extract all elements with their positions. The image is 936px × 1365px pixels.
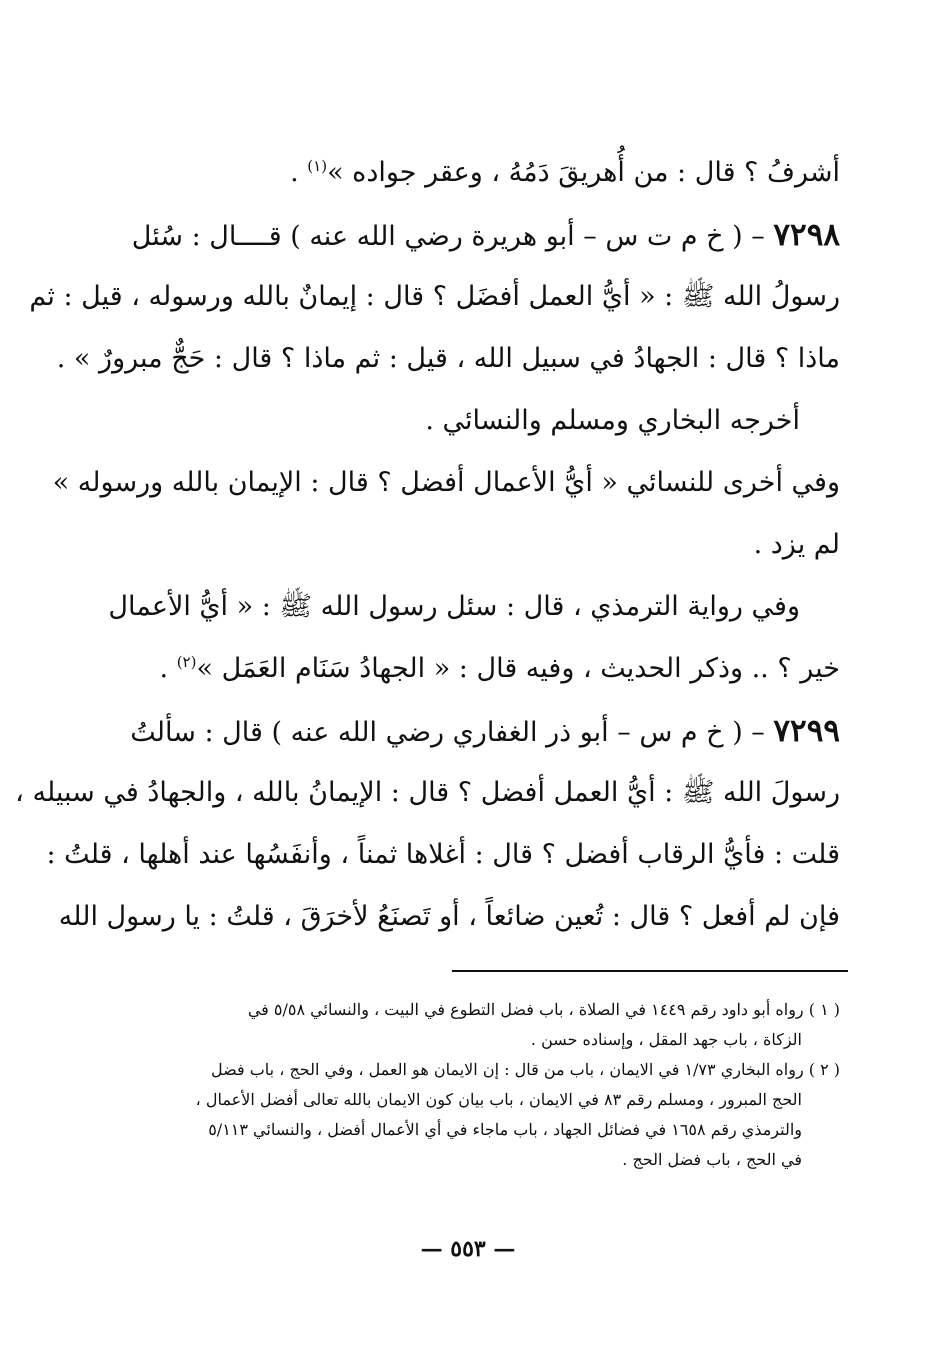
line-text: رسولُ الله ﷺ : « أيُّ العمل أفضَل ؟ قال : إيمانٌ بالله ورسوله ، قيل : ثم — [29, 281, 840, 312]
text-line — [105, 142, 840, 204]
line-tail: . — [159, 653, 177, 684]
line-text: خير ؟ .. وذكر الحديث ، وفيه قال : « الجهادُ سَنَام العَمَل » — [196, 653, 840, 684]
line-text: – ( خ م ت س – أبو هريرة رضي الله عنه ) قــــال : سُئل — [131, 221, 774, 252]
footnote-line: الزكاة ، باب جهد المقل ، وإسناده حسن . — [530, 1030, 802, 1049]
line-text: فإن لم أفعل ؟ قال : تُعين ضائعاً ، أو تَصنَعُ لأخرَقَ ، قلتُ : يا رسول الله — [58, 901, 840, 932]
text-line — [105, 638, 840, 700]
hadith-number: ٧٢٩٨ — [773, 217, 840, 253]
text-line — [52, 452, 840, 514]
footnote-ref: (١) — [307, 157, 328, 175]
text-line — [15, 762, 840, 824]
footnote-line: ( ٢ ) رواه البخاري ١/٧٣ في الايمان ، باب من قال : إن الايمان هو العمل ، وفي الحج ، باب فضل — [211, 1060, 840, 1079]
footnote-line: في الحج ، باب فضل الحج . — [622, 1150, 802, 1169]
footnote-line: الحج المبرور ، ومسلم رقم ٨٣ في الايمان ، باب بيان كون الايمان بالله تعالى أفضل الأعمال ، — [195, 1090, 802, 1109]
footnote-ref: (٢) — [176, 653, 197, 671]
hadith-number: ٧٢٩٩ — [773, 713, 840, 749]
text-line — [105, 576, 840, 638]
page-number: — ٥٥٣ — — [420, 1236, 516, 1262]
text-line — [46, 824, 840, 886]
line-text: ماذا ؟ قال : الجهادُ في سبيل الله ، قيل : ثم ماذا ؟ قال : حَجٌّ مبرورٌ » . — [56, 343, 840, 374]
line-text: قلت : فأيُّ الرقاب أفضل ؟ قال : أغلاها ثمناً ، وأنفَسُها عند أهلها ، قلتُ : — [46, 839, 840, 870]
line-text: رسولَ الله ﷺ : أيُّ العمل أفضل ؟ قال : الإيمانُ بالله ، والجهادُ في سبيله ، — [15, 777, 840, 808]
text-line — [56, 328, 840, 390]
footnote-separator — [452, 970, 848, 972]
line-tail: . — [290, 157, 308, 188]
line-text: وفي أخرى للنسائي « أيُّ الأعمال أفضل ؟ قال : الإيمان بالله ورسوله » — [52, 467, 840, 498]
text-line — [29, 266, 840, 328]
line-text: أشرفُ ؟ قال : من أُهريقَ دَمُهُ ، وعقر جواده » — [327, 157, 840, 188]
footnote-line: والترمذي رقم ١٦٥٨ في فضائل الجهاد ، باب ماجاء في أي الأعمال أفضل ، والنسائي ٥/١١٣ — [208, 1120, 802, 1139]
footnotes — [105, 995, 840, 1175]
hadith-heading — [105, 700, 840, 762]
line-text: أخرجه البخاري ومسلم والنسائي . — [425, 405, 800, 436]
main-text — [15, 142, 840, 948]
line-text: لم يزد . — [753, 529, 840, 560]
footnote-line: ( ١ ) رواه أبو داود رقم ١٤٤٩ في الصلاة ، باب فضل التطوع في البيت ، والنسائي ٥/٥٨ في — [247, 1000, 840, 1019]
text-line — [105, 390, 840, 452]
line-text: – ( خ م س – أبو ذر الغفاري رضي الله عنه ) قال : سألتُ — [130, 717, 774, 748]
text-line — [105, 514, 840, 576]
hadith-heading — [105, 204, 840, 266]
line-text: وفي رواية الترمذي ، قال : سئل رسول الله ﷺ : « أيُّ الأعمال — [108, 591, 800, 622]
text-line — [58, 886, 840, 948]
